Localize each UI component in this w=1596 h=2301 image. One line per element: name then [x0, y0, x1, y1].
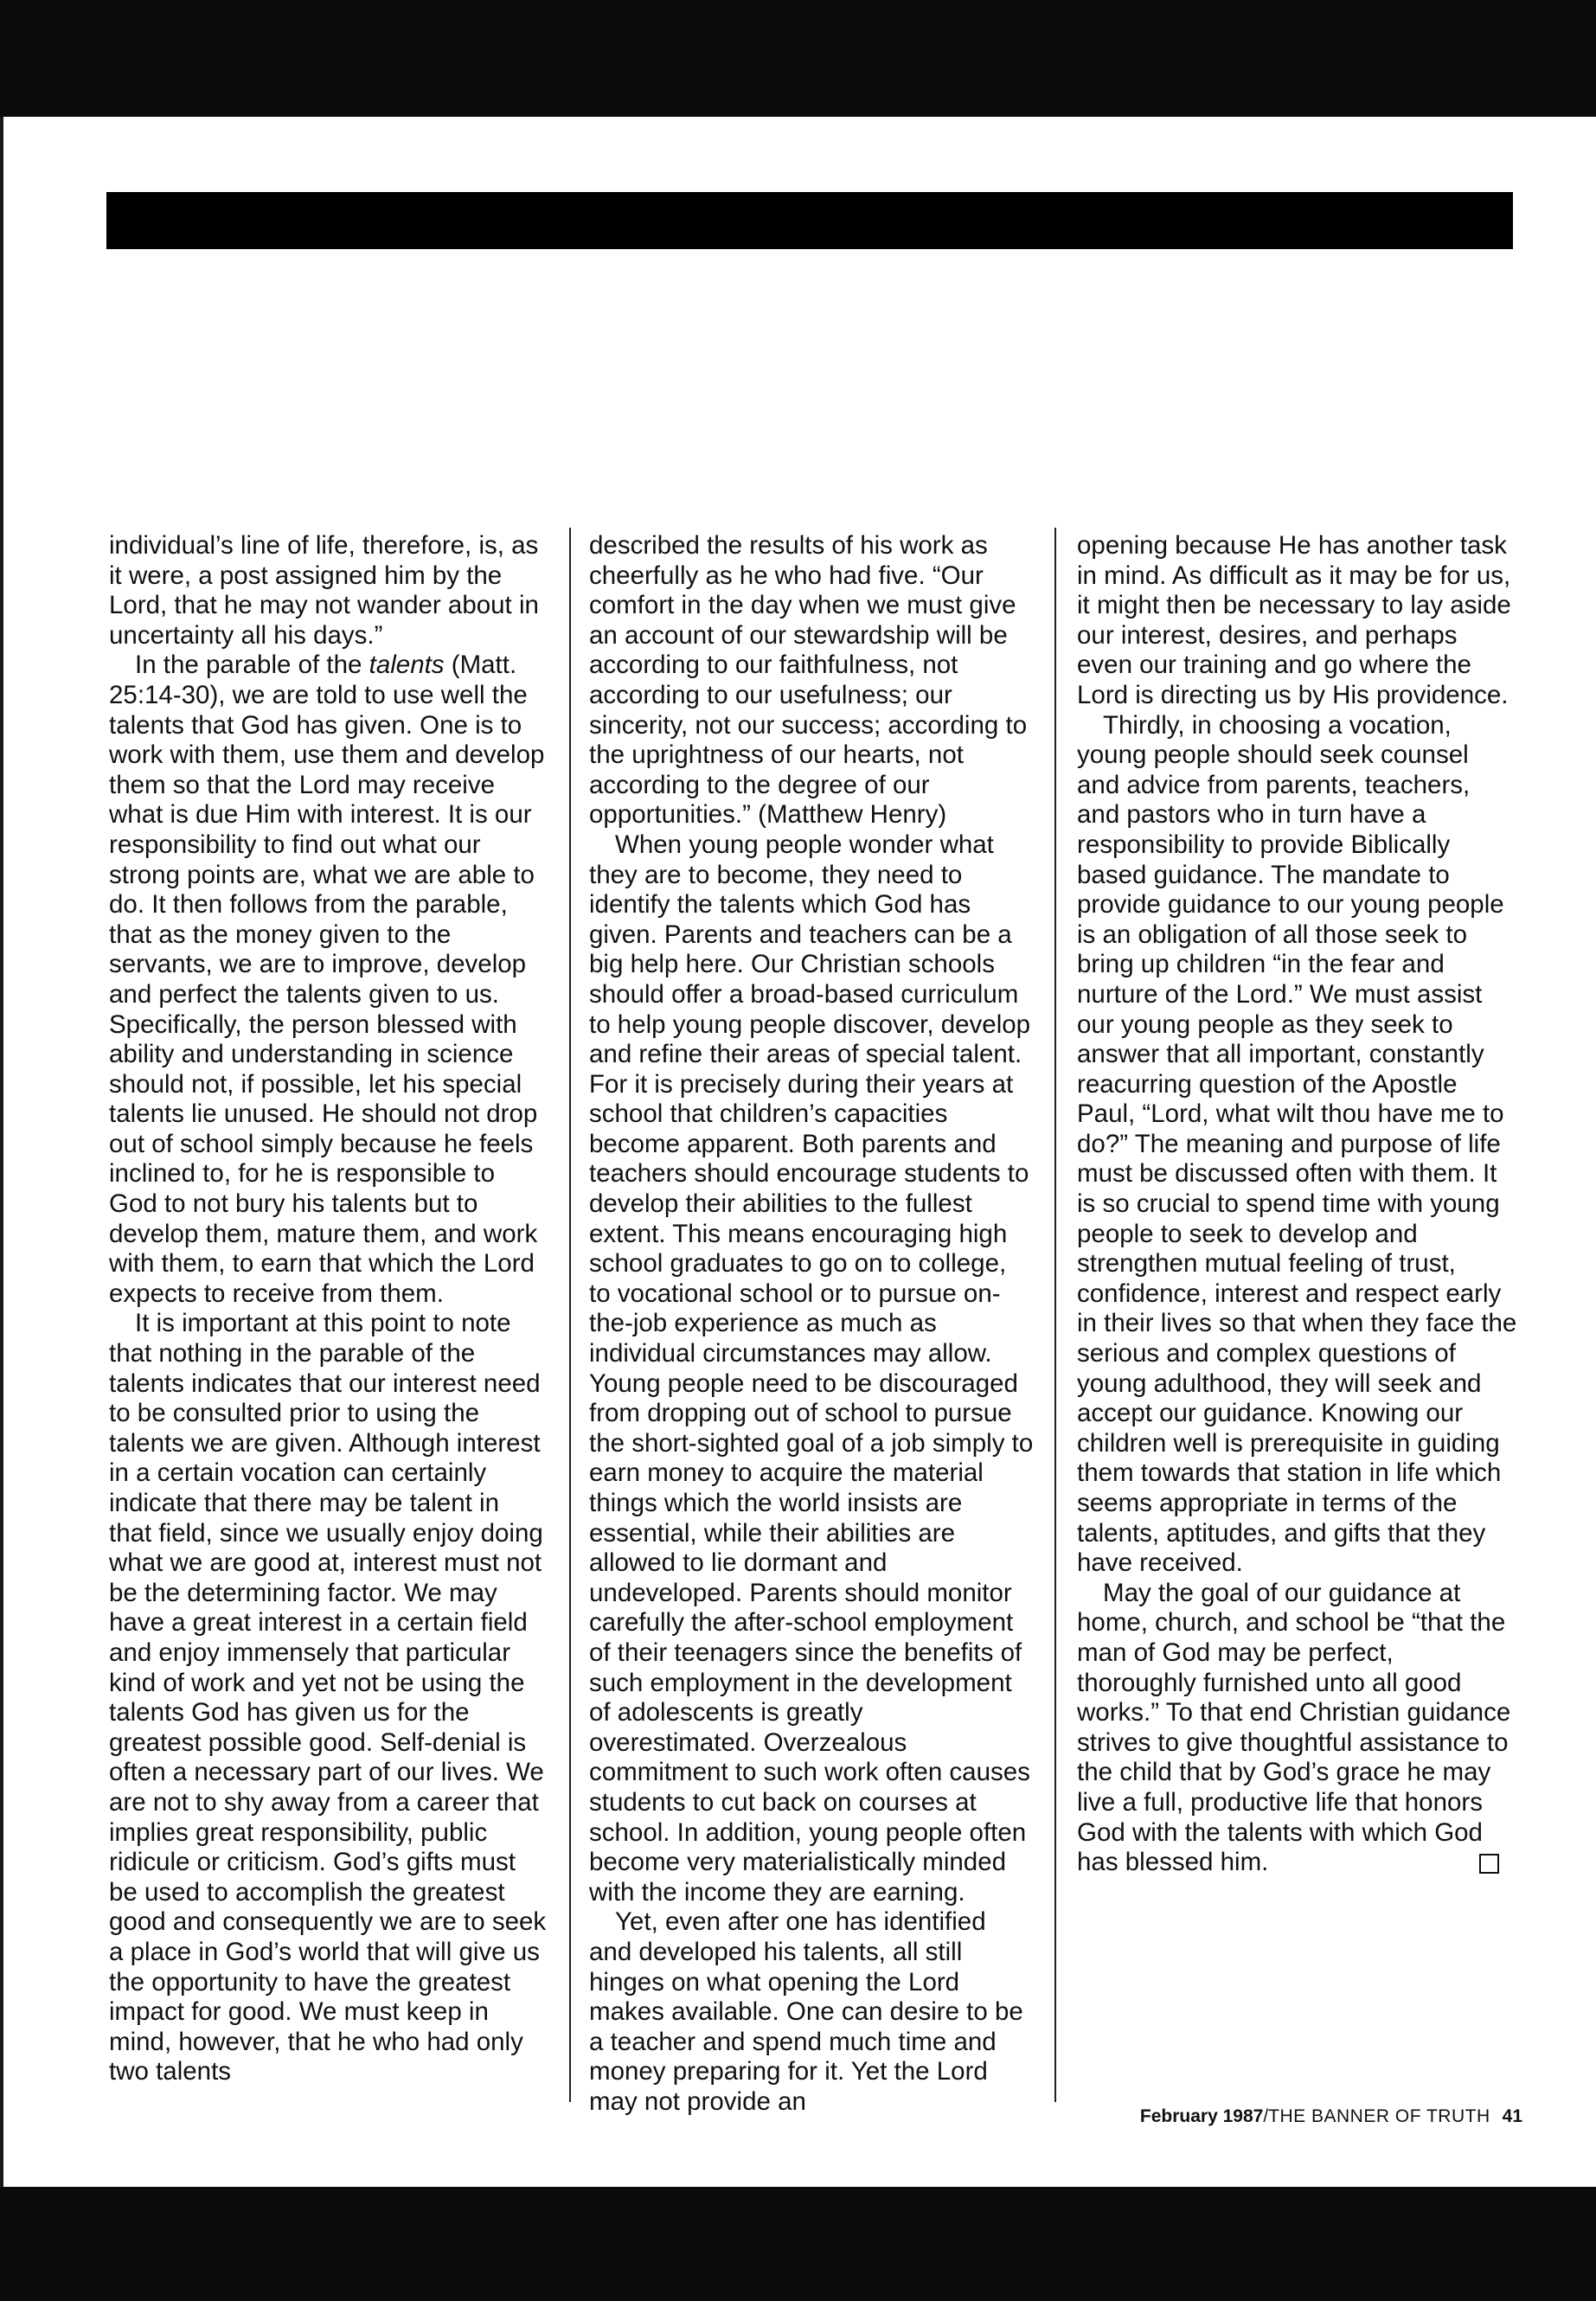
paragraph: described the results of his work as cheerfully as he who had five. “Our comfort in the day when we must give an account of our stewardship will be according to our faithfulness, not according to our usefulness; our sincerity, not our success; according to the uprightness of our hearts, not according to the degree of our opportunities.” (Matthew Henry) [589, 531, 1028, 830]
page-footer [1073, 2106, 1522, 2128]
paragraph [1077, 1579, 1518, 1878]
paragraph: When young people wonder what they are to become, they need to identify the talents which God has given. Parents and teachers can be a big help here. Our Christian schools should offer a broad-based curriculum to help young people discover, develop and refine their areas of special talent. For it is precisely during their years at school that children’s capacities become apparent. Both parents and teachers should encourage students to develop their abilities to the fullest extent. This means encouraging high school graduates to go on to college, to vocational school or to pursue on-the-job experience as much as individual circumstances may allow. Young people need to be discouraged from dropping out of school to pursue the short-sighted goal of a job simply to earn money to acquire the material things which the world insists are essential, while their abilities are allowed to lie dormant and undeveloped. Parents should monitor carefully the after-school employment of their teenagers since the benefits of such employment in the development of adolescents is greatly overestimated. Overzealous commitment to such work often causes students to cut back on courses at school. In addition, young people often become very materialistically minded with the income they are earning. [589, 830, 1034, 1907]
scan-left-edge [0, 117, 3, 2187]
paragraph: opening because He has another task in mind. As difficult as it may be for us, it might then be necessary to lay aside our interest, desires, and perhaps even our training and go where the Lord is directing us by His providence. [1077, 531, 1511, 709]
article-column-2 [589, 531, 1034, 2116]
article-column-1 [109, 531, 548, 2086]
paragraph: Thirdly, in choosing a vocation, young people should seek counsel and advice from parents, teachers, and pastors who in turn have a responsibility to provide Biblically based guidance. The mandate to provide guidance to our young people is an obligation of all those seek to bring up children “in the fear and nurture of the Lord.” We must assist our young people as they seek to answer that all important, constantly reacurring question of the Apostle Paul, “Lord, what wilt thou have me to do?” The meaning and purpose of life must be discussed often with them. It is so crucial to spend time with young people to seek to develop and strengthen mutual feeling of trust, confidence, interest and respect early in their lives so that when they face the serious and complex questions of young adulthood, they will seek and accept our guidance. Knowing our children well is prerequisite in guiding them towards that station in life which seems appropriate in terms of the talents, aptitudes, and gifts that they have received. [1077, 710, 1517, 1578]
scan-border-top [0, 0, 1596, 117]
end-of-article-square-icon [1479, 1854, 1499, 1874]
emphasis-text: talents [369, 651, 445, 680]
paragraph-text: May the goal of our guidance at home, church, and school be “that the man of God may be perfect, thoroughly furnished unto all good works.” To that end Christian guidance strives to give thoughtful assistance to the child that by God’s grace he may live a full, productive life that honors God with the talents with which God has blessed him. [1077, 1578, 1511, 1877]
column-divider [1054, 528, 1056, 2102]
paragraph: Yet, even after one has identified and developed his talents, all still hinges on what opening the Lord makes available. One can desire to be a teacher and spend much time and money preparing for it. Yet the Lord may not provide an [589, 1907, 1023, 2116]
publication-title: THE BANNER OF TRUTH [1268, 2106, 1490, 2126]
paragraph-text: (Matt. 25:14-30), we are told to use well the talents that God has given. One is to work with them, use them and develop them so that the Lord may receive what is due Him with interest. It is our responsibility to find out what our strong points are, what we are able to do. It then follows from the parable, that as the money given to the servants, we are to improve, develop and perfect the talents given to us. Specifically, the person blessed with ability and understanding in science should not, if possible, let his special talents lie unused. He should not drop out of school simply because he feels inclined to, for he is responsible to God to not bury his talents but to develop them, mature them, and work with them, to earn that which the Lord expects to receive from them. [109, 651, 545, 1308]
footer-separator: / [1263, 2106, 1269, 2126]
issue-date: February 1987 [1139, 2106, 1264, 2126]
scan-border-bottom [0, 2187, 1596, 2301]
paragraph-text: In the parable of the [135, 651, 369, 680]
column-divider [569, 528, 571, 2102]
paragraph: individual’s line of life, therefore, is, as it were, a post assigned him by the Lord, that he may not wander about in uncertainty all his days.” [109, 531, 539, 650]
header-black-bar [106, 192, 1513, 249]
article-column-3 [1077, 531, 1518, 2080]
paragraph [109, 651, 548, 1309]
paragraph: It is important at this point to note that nothing in the parable of the talents indicates that our interest need to be consulted prior to using the talents we are given. Although interest in a certain vocation can certainly indicate that there may be talent in that field, since we usually enjoy doing what we are good at, interest must not be the determining factor. We may have a great interest in a certain field and enjoy immensely that particular kind of work and yet not be using the talents God has given us for the greatest possible good. Self-denial is often a necessary part of our lives. We are not to shy away from a career that implies great responsibility, public ridicule or criticism. God’s gifts must be used to accomplish the greatest good and consequently we are to seek a place in God’s world that will give us the opportunity to have the greatest impact for good. We must keep in mind, however, that he who had only two talents [109, 1309, 547, 2086]
page-number: 41 [1502, 2106, 1522, 2126]
